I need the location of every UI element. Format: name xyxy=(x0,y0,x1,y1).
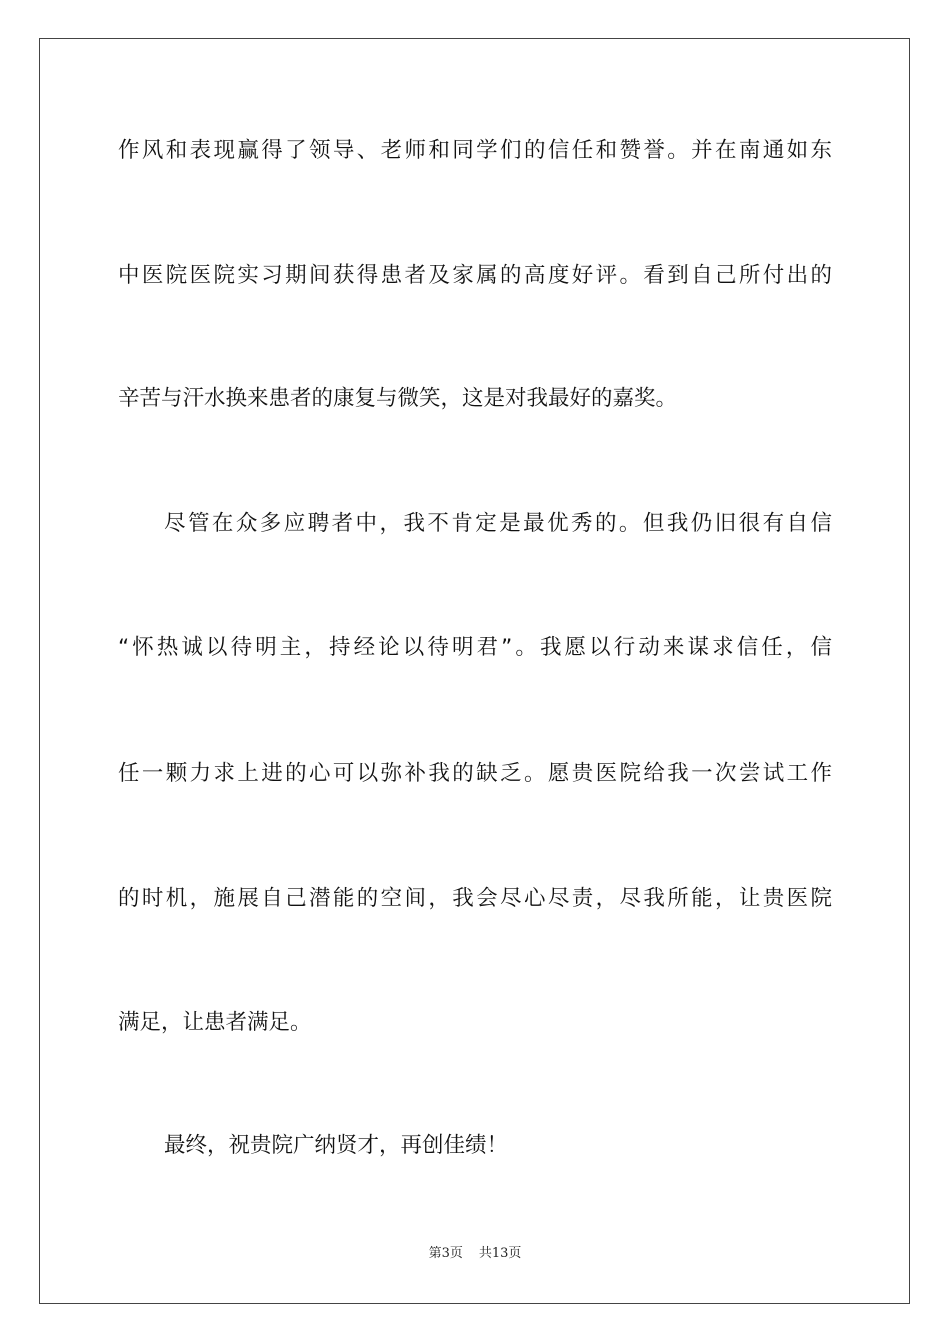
body-text-line: 的时机，施展自己潜能的空间，我会尽心尽责，尽我所能，让贵医院 xyxy=(118,886,832,911)
body-text-line: 中医院医院实习期间获得患者及家属的高度好评。看到自己所付出的 xyxy=(118,263,832,288)
page-border xyxy=(39,38,910,1304)
body-text-line: 满足，让患者满足。 xyxy=(118,1010,312,1035)
page-footer xyxy=(0,1245,950,1263)
body-text-line: 任一颗力求上进的心可以弥补我的缺乏。愿贵医院给我一次尝试工作 xyxy=(118,761,832,786)
page-number: 第3页 xyxy=(428,1246,463,1261)
body-text-line: 最终，祝贵院广纳贤才，再创佳绩！ xyxy=(164,1133,509,1158)
body-text-line: 尽管在众多应聘者中，我不肯定是最优秀的。但我仍旧很有自信 xyxy=(164,511,832,536)
body-text-line: 辛苦与汗水换来患者的康复与微笑，这是对我最好的嘉奖。 xyxy=(118,386,678,411)
body-text-line: 作风和表现赢得了领导、老师和同学们的信任和赞誉。并在南通如东 xyxy=(118,138,832,163)
page-total: 共13页 xyxy=(478,1246,522,1261)
body-text-line: “怀热诚以待明主，持经论以待明君”。我愿以行动来谋求信任，信 xyxy=(118,635,832,660)
